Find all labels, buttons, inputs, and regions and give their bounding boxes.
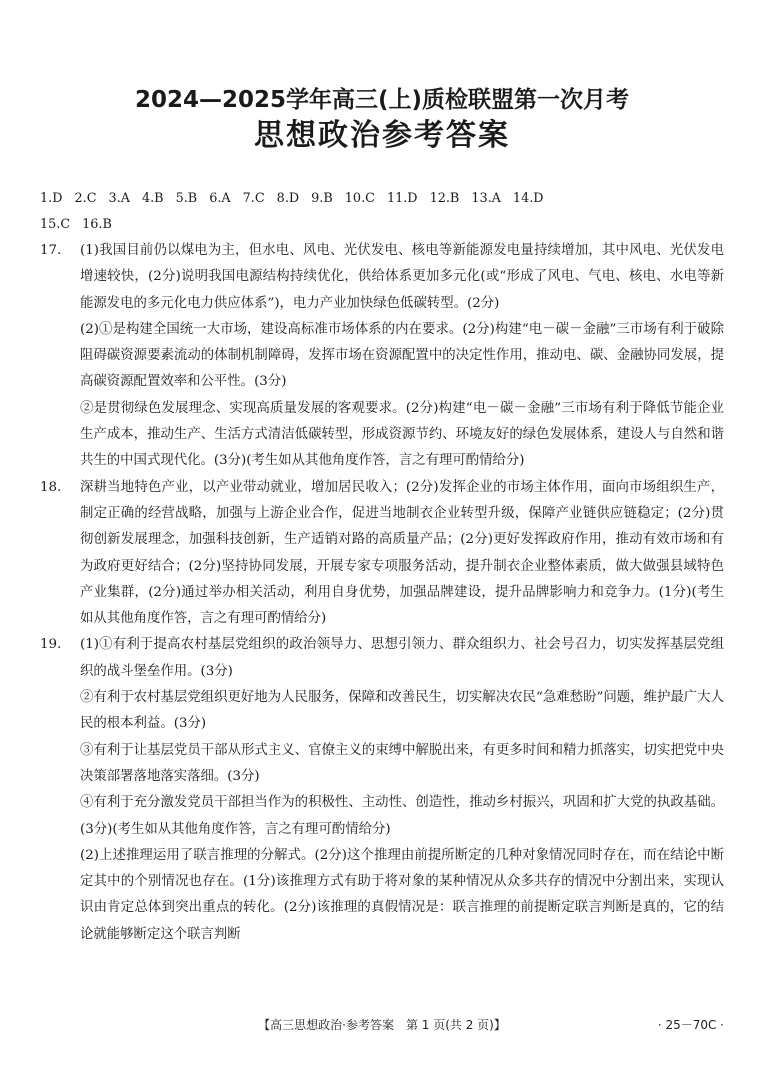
answer-item: 8.D [276, 191, 300, 206]
answer-paragraph: (1)①有利于提高农村基层党组织的政治领导力、思想引领力、群众组织力、社会号召力，切实发挥基层党组织的战斗堡垒作用。(3分) [80, 637, 724, 679]
answer-paragraph: (1)我国目前仍以煤电为主，但水电、风电、光伏发电、核电等新能源发电量持续增加，其中风电、光伏发电增速较快，(2分)说明我国电源结构持续优化，供给体系更加多元化(或“形成了风电、气电、核电、水电等新能源发电的多元化电力供应体系”)，电力产业加快绿色低碳转型。(2分) [80, 243, 724, 311]
question-18 [40, 475, 724, 633]
answer-item: 16.B [82, 217, 112, 232]
exam-title: 2024—2025学年高三(上)质检联盟第一次月考 [134, 87, 630, 113]
answer-item: 15.C [40, 217, 71, 232]
question-number: 18. [40, 479, 62, 495]
answer-item: 7.C [242, 191, 265, 206]
question-17 [40, 238, 724, 475]
answer-paragraph: ②有利于农村基层党组织更好地为人民服务，保障和改善民生，切实解决农民“急难愁盼”问题，维护最广大人民的根本利益。(3分) [80, 690, 724, 732]
footer-doc-code: · 25－70C · [657, 1018, 724, 1032]
answer-item: 2.C [74, 191, 97, 206]
footer-page-info: 【高三思想政治·参考答案 第 1 页(共 2 页)】 [258, 1018, 506, 1032]
answer-content [40, 238, 724, 948]
answer-paragraph: ④有利于充分激发党员干部担当作为的积极性、主动性、创造性，推动乡村振兴，巩固和扩大党的执政基础。(3分)(考生如从其他角度作答，言之有理可酌情给分) [80, 795, 724, 837]
answer-item: 5.B [175, 191, 198, 206]
question-number: 17. [40, 243, 62, 258]
answer-item: 4.B [141, 191, 164, 206]
choice-answers [40, 186, 724, 238]
answer-item: 9.B [311, 191, 333, 206]
answer-paragraph: (2)上述推理运用了联言推理的分解式。(2分)这个推理由前提所断定的几种对象情况同时存在，而在结论中断定其中的个别情况也存在。(1分)该推理方式有助于将对象的某种情况从众多共存的情况中分割出来，实现认识由肯定总体到突出重点的转化。(2分)该推理的真假情况是：联言推理的前提断定联言判断是真的，它的结论就能够断定这个联言判断 [80, 847, 724, 942]
answer-item: 12.B [429, 191, 460, 206]
question-number: 19. [40, 637, 62, 653]
answer-item: 10.C [344, 191, 375, 206]
answer-item: 6.A [209, 191, 231, 206]
answer-paragraph: ③有利于让基层党员干部从形式主义、官僚主义的束缚中解脱出来，有更多时间和精力抓落实，切实把党中央决策部署落地落实落细。(3分) [80, 742, 724, 784]
answer-paragraph: 深耕当地特色产业，以产业带动就业，增加居民收入；(2分)发挥企业的市场主体作用，面向市场组织生产，制定正确的经营战略，加强与上游企业合作，促进当地制衣企业转型升级，保障产业链供应链稳定；(2分)贯彻创新发展理念，加强科技创新，生产适销对路的高质量产品；(2分)更好发挥政府作用，推动有效市场和有为政府更好结合；(2分)坚持协同发展，开展专家专项服务活动，提升制衣企业整体素质，做大做强县域特色产业集群，(2分)通过举办相关活动，利用自身优势，加强品牌建设，提升品牌影响力和竞争力。(1分)(考生如从其他角度作答，言之有理可酌情给分) [80, 479, 724, 627]
document-title: 思想政治参考答案 [254, 118, 510, 153]
answer-item: 14.D [512, 191, 544, 206]
answer-item: 11.D [386, 191, 418, 206]
answer-item: 3.A [108, 191, 130, 206]
answer-paragraph: (2)①是构建全国统一大市场，建设高标准市场体系的内在要求。(2分)构建“电－碳－金融”三市场有利于破除阻碍碳资源要素流动的体制机制障碍，发挥市场在资源配置中的决定性作用，推动电、碳、金融协同发展，提高碳资源配置效率和公平性。(3分) [80, 321, 724, 390]
answer-item: 1.D [40, 191, 63, 206]
answer-item: 13.A [471, 191, 501, 206]
answer-paragraph: ②是贯彻绿色发展理念、实现高质量发展的客观要求。(2分)构建“电－碳－金融”三市场有利于降低节能企业生产成本，推动生产、生活方式清洁低碳转型，形成资源节约、环境友好的绿色发展体系，建设人与自然和谐共生的中国式现代化。(3分)(考生如从其他角度作答，言之有理可酌情给分) [80, 400, 724, 469]
question-19 [40, 632, 724, 948]
